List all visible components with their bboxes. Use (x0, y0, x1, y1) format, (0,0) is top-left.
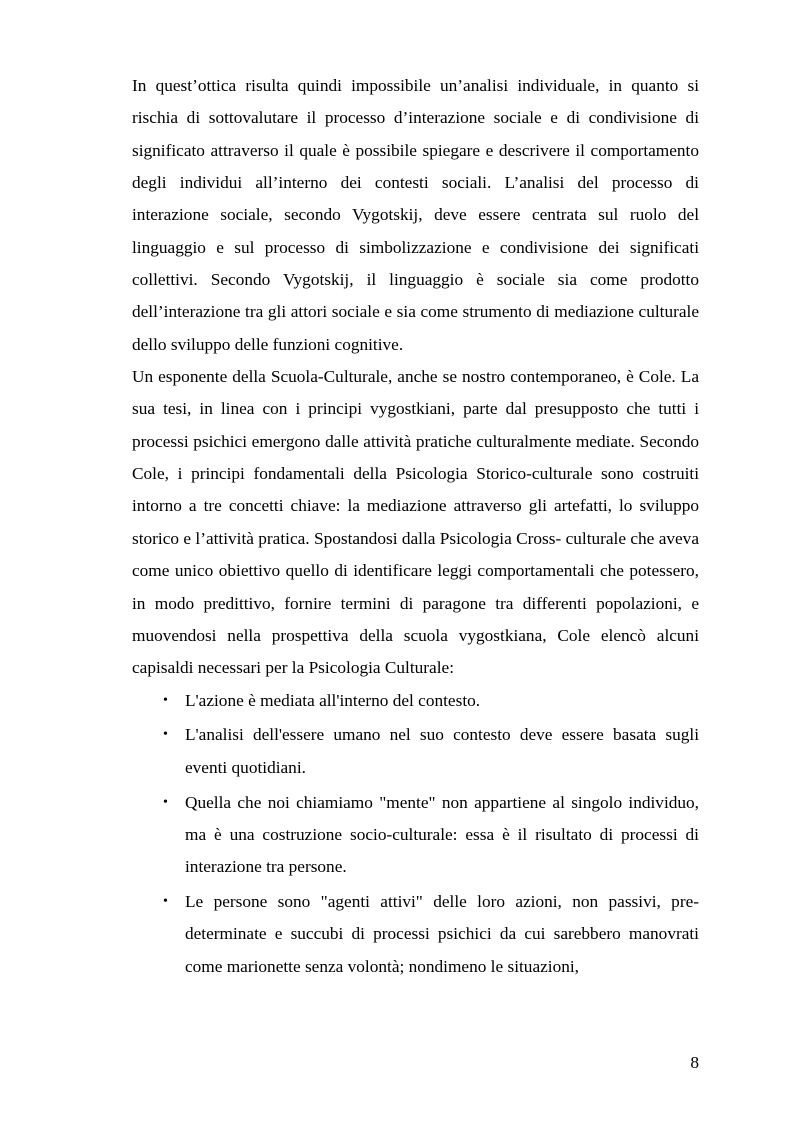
list-item-text: L'azione è mediata all'interno del contesto. (185, 690, 481, 710)
bullet-icon: • (163, 794, 168, 810)
list-item-text: L'analisi dell'essere umano nel suo contesto deve essere basata sugli eventi quotidiani. (185, 725, 699, 777)
bullet-icon: • (163, 894, 168, 910)
list-item-text: Le persone sono "agenti attivi" delle loro azioni, non passivi, pre-determinate e succubi di processi psichici da cui sarebbero manovrati come marionette senza volontà; nondimeno le situazioni, (185, 892, 699, 976)
bullet-icon: • (163, 692, 168, 708)
list-item (132, 685, 699, 717)
paragraph-vygotskij: In quest’ottica risulta quindi impossibile un’analisi individuale, in quanto si rischia di sottovalutare il processo d’interazione sociale e di condivisione di significato attraverso il quale è possibile spiegare e descrivere il comportamento degli individui all’interno dei contesti sociali. L’analisi del processo di interazione sociale, secondo Vygotskij, deve essere centrata sul ruolo del linguaggio e sul processo di simbolizzazione e condivisione dei significati collettivi. Secondo Vygotskij, il linguaggio è sociale sia come prodotto dell’interazione tra gli attori sociale e sia come strumento di mediazione culturale dello sviluppo delle funzioni cognitive. (132, 76, 699, 354)
list-item (132, 886, 699, 983)
list-item (132, 787, 699, 884)
body-text (132, 70, 699, 983)
capisaldi-list (132, 685, 699, 984)
list-item-text: Quella che noi chiamiamo "mente" non appartiene al singolo individuo, ma è una costruzione socio-culturale: essa è il risultato di processi di interazione tra persone. (185, 792, 699, 877)
list-item (132, 719, 699, 784)
bullet-icon: • (163, 727, 168, 743)
page-number: 8 (690, 1053, 699, 1072)
paragraph-cole: Un esponente della Scuola-Culturale, anche se nostro contemporaneo, è Cole. La sua tesi, in linea con i principi vygostkiani, parte dal presupposto che tutti i processi psichici emergono dalle attività pratiche culturalmente mediate. Secondo Cole, i principi fondamentali della Psicologia Storico-culturale sono costruiti intorno a tre concetti chiave: la mediazione attraverso gli artefatti, lo sviluppo storico e l’attività pratica. Spostandosi dalla Psicologia Cross- culturale che aveva come unico obiettivo quello di identificare leggi comportamentali che potessero, in modo predittivo, fornire termini di paragone tra differenti popolazioni, e muovendosi nella prospettiva della scuola vygostkiana, Cole elencò alcuni capisaldi necessari per la Psicologia Culturale: (132, 367, 699, 678)
